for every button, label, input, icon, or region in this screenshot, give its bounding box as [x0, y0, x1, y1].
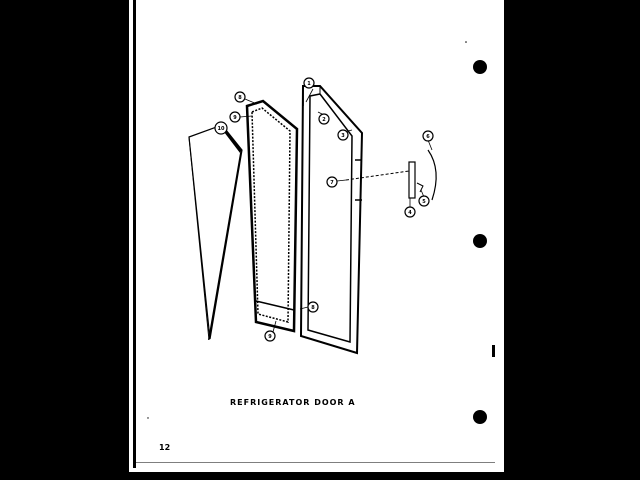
page-number: 12	[159, 443, 171, 452]
callout-8-top	[235, 92, 245, 102]
callout-4	[405, 207, 415, 217]
callout-9-bottom-label: 9	[268, 334, 272, 340]
callout-4-label: 4	[408, 210, 412, 216]
door-liner	[301, 86, 362, 353]
callout-1-label: 1	[307, 81, 311, 87]
callout-1	[304, 78, 314, 88]
door-panel	[189, 125, 242, 340]
callout-10	[215, 122, 227, 134]
binder-hole-top	[473, 60, 487, 74]
binder-hole-middle	[473, 234, 487, 248]
door-gasket	[247, 101, 297, 331]
callout-2-label: 2	[322, 117, 326, 123]
callout-8-bottom	[308, 302, 318, 312]
callout-5	[419, 196, 429, 206]
callout-8-bottom-label: 8	[311, 305, 315, 311]
callout-2	[319, 114, 329, 124]
callout-3-label: 3	[341, 133, 345, 139]
callout-6-label: 6	[426, 134, 430, 140]
binder-hole-bottom	[473, 410, 487, 424]
callout-6	[423, 131, 433, 141]
callout-9-top	[230, 112, 240, 122]
callout-8-top-label: 8	[238, 95, 242, 101]
callout-9-top-label: 9	[233, 115, 237, 121]
diagram-caption: REFRIGERATOR DOOR A	[230, 398, 356, 407]
callout-3	[338, 130, 348, 140]
callout-10-label: 10	[217, 126, 225, 132]
callout-5-label: 5	[422, 199, 426, 205]
callout-9-bottom	[265, 331, 275, 341]
callout-7	[327, 177, 337, 187]
callout-7-label: 7	[330, 180, 334, 186]
